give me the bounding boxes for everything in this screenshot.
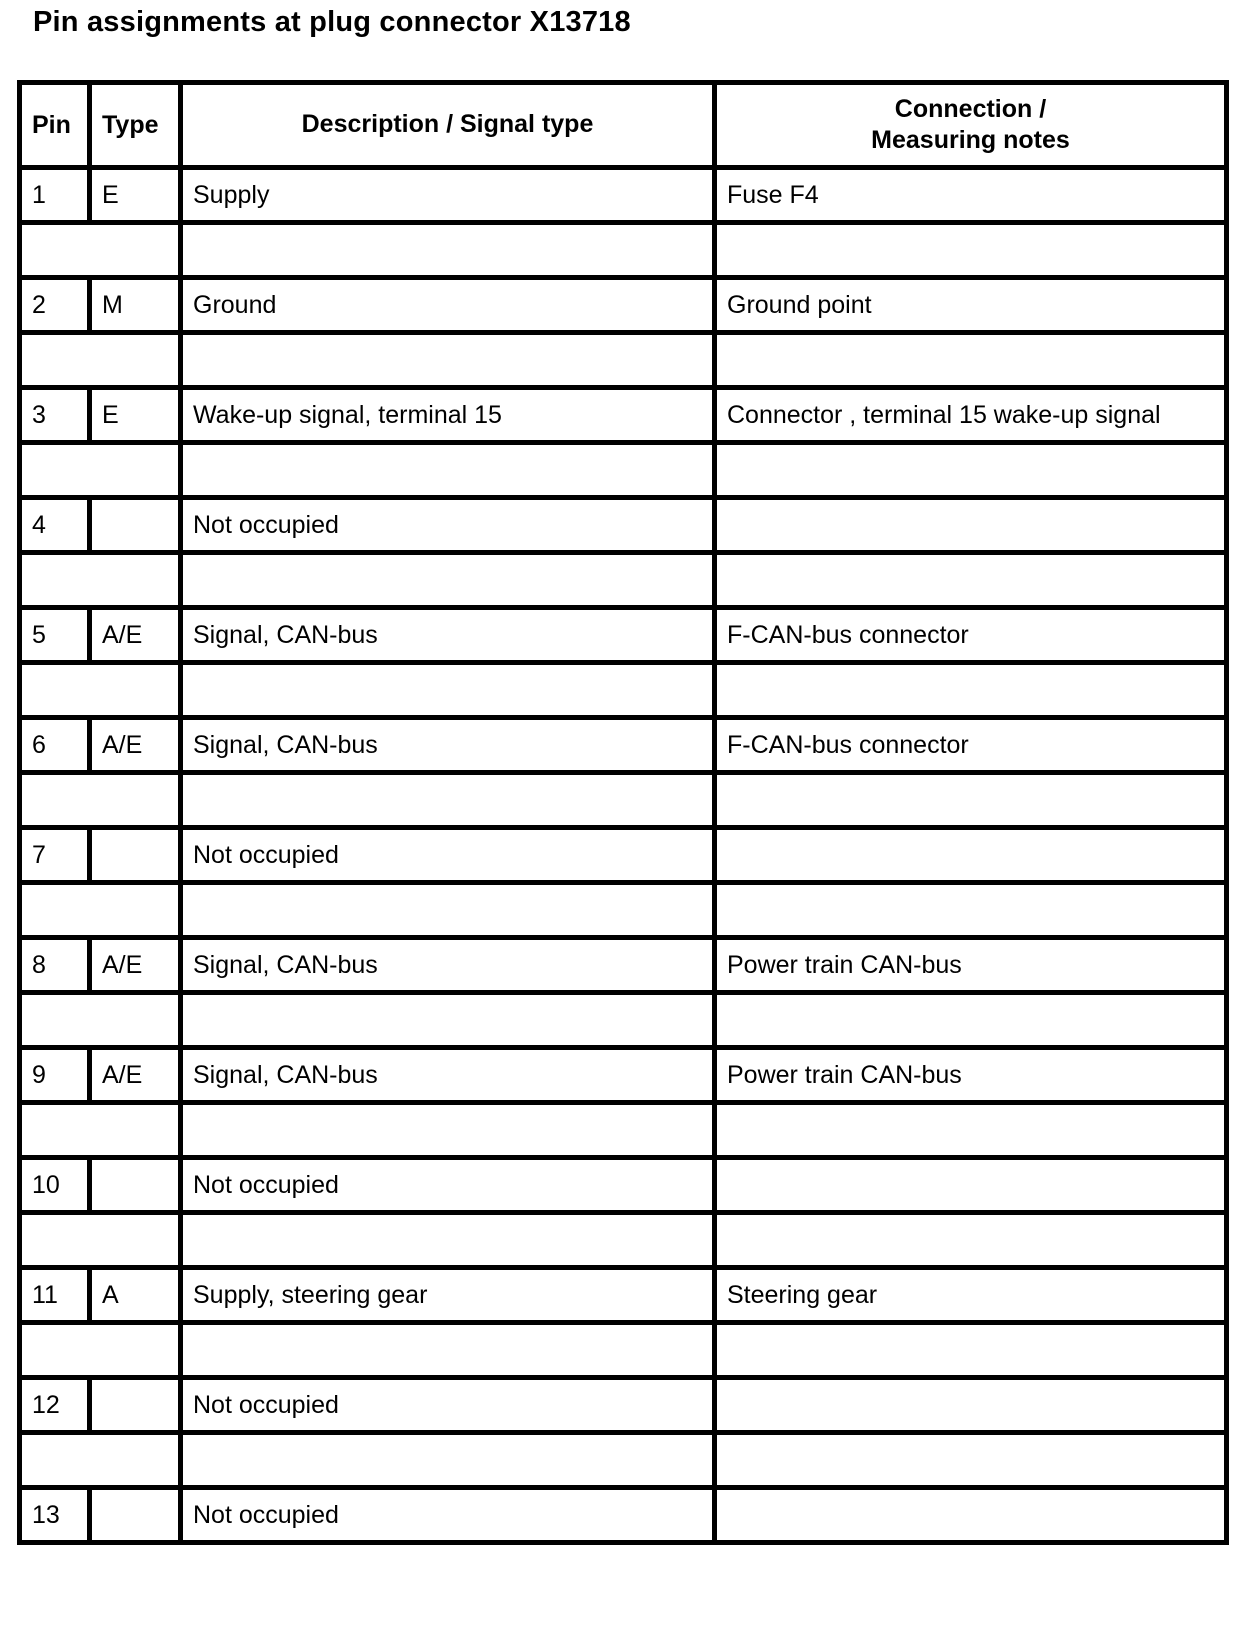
spacer-cell-description xyxy=(181,333,715,388)
cell-connection: F-CAN-bus connector xyxy=(715,718,1227,773)
table-row xyxy=(20,1048,1227,1103)
spacer-cell-description xyxy=(181,1323,715,1378)
spacer-cell-description xyxy=(181,1103,715,1158)
cell-description: Signal, CAN-bus xyxy=(181,1048,715,1103)
cell-connection: Ground point xyxy=(715,278,1227,333)
spacer-row xyxy=(20,883,1227,938)
cell-connection xyxy=(715,498,1227,553)
spacer-row xyxy=(20,663,1227,718)
header-type: Type xyxy=(90,83,181,168)
cell-type xyxy=(90,1488,181,1543)
table-header-row xyxy=(20,83,1227,168)
cell-connection xyxy=(715,1378,1227,1433)
cell-description: Wake-up signal, terminal 15 xyxy=(181,388,715,443)
spacer-cell-description xyxy=(181,1213,715,1268)
cell-pin: 4 xyxy=(20,498,90,553)
cell-type: M xyxy=(90,278,181,333)
spacer-cell-connection xyxy=(715,663,1227,718)
spacer-cell-description xyxy=(181,223,715,278)
cell-connection: Connector , terminal 15 wake-up signal xyxy=(715,388,1227,443)
table-body xyxy=(20,168,1227,1543)
table-row xyxy=(20,168,1227,223)
table-row xyxy=(20,278,1227,333)
table-row xyxy=(20,1268,1227,1323)
spacer-cell-pin-type xyxy=(20,1323,181,1378)
cell-type: A/E xyxy=(90,1048,181,1103)
cell-pin: 13 xyxy=(20,1488,90,1543)
spacer-cell-pin-type xyxy=(20,663,181,718)
cell-connection: F-CAN-bus connector xyxy=(715,608,1227,663)
spacer-cell-connection xyxy=(715,1213,1227,1268)
cell-description: Not occupied xyxy=(181,828,715,883)
spacer-cell-connection xyxy=(715,443,1227,498)
spacer-cell-description xyxy=(181,1433,715,1488)
table-row xyxy=(20,718,1227,773)
spacer-row xyxy=(20,1433,1227,1488)
cell-pin: 7 xyxy=(20,828,90,883)
cell-pin: 6 xyxy=(20,718,90,773)
cell-pin: 8 xyxy=(20,938,90,993)
header-connection xyxy=(715,83,1227,168)
table-row xyxy=(20,498,1227,553)
cell-type: A/E xyxy=(90,608,181,663)
spacer-cell-connection xyxy=(715,773,1227,828)
cell-type: E xyxy=(90,168,181,223)
table-row xyxy=(20,608,1227,663)
cell-type xyxy=(90,828,181,883)
page-title: Pin assignments at plug connector X13718 xyxy=(33,6,631,38)
cell-pin: 10 xyxy=(20,1158,90,1213)
cell-connection xyxy=(715,828,1227,883)
spacer-cell-connection xyxy=(715,333,1227,388)
spacer-cell-pin-type xyxy=(20,993,181,1048)
cell-pin: 5 xyxy=(20,608,90,663)
spacer-cell-description xyxy=(181,773,715,828)
spacer-row xyxy=(20,993,1227,1048)
spacer-cell-description xyxy=(181,993,715,1048)
spacer-cell-connection xyxy=(715,223,1227,278)
spacer-cell-connection xyxy=(715,553,1227,608)
table-row xyxy=(20,1158,1227,1213)
cell-type: A/E xyxy=(90,718,181,773)
cell-type: A xyxy=(90,1268,181,1323)
spacer-cell-connection xyxy=(715,1103,1227,1158)
cell-pin: 12 xyxy=(20,1378,90,1433)
cell-description: Signal, CAN-bus xyxy=(181,718,715,773)
cell-connection xyxy=(715,1158,1227,1213)
table-row xyxy=(20,1378,1227,1433)
spacer-row xyxy=(20,443,1227,498)
pin-assignment-table xyxy=(17,80,1229,1545)
spacer-cell-description xyxy=(181,553,715,608)
spacer-cell-pin-type xyxy=(20,1103,181,1158)
spacer-row xyxy=(20,1103,1227,1158)
header-description: Description / Signal type xyxy=(181,83,715,168)
cell-type xyxy=(90,498,181,553)
spacer-cell-pin-type xyxy=(20,883,181,938)
spacer-row xyxy=(20,773,1227,828)
cell-type: E xyxy=(90,388,181,443)
spacer-cell-pin-type xyxy=(20,773,181,828)
spacer-cell-pin-type xyxy=(20,1213,181,1268)
cell-pin: 2 xyxy=(20,278,90,333)
spacer-cell-connection xyxy=(715,1323,1227,1378)
spacer-row xyxy=(20,223,1227,278)
spacer-row xyxy=(20,553,1227,608)
cell-pin: 3 xyxy=(20,388,90,443)
cell-type xyxy=(90,1158,181,1213)
spacer-cell-connection xyxy=(715,993,1227,1048)
cell-description: Ground xyxy=(181,278,715,333)
table-row xyxy=(20,938,1227,993)
cell-type: A/E xyxy=(90,938,181,993)
cell-connection: Fuse F4 xyxy=(715,168,1227,223)
spacer-cell-connection xyxy=(715,1433,1227,1488)
header-connection-line2: Measuring notes xyxy=(871,126,1070,154)
spacer-cell-pin-type xyxy=(20,1433,181,1488)
cell-description: Not occupied xyxy=(181,1488,715,1543)
cell-description: Signal, CAN-bus xyxy=(181,608,715,663)
cell-connection: Power train CAN-bus xyxy=(715,1048,1227,1103)
spacer-cell-connection xyxy=(715,883,1227,938)
spacer-cell-pin-type xyxy=(20,223,181,278)
spacer-cell-description xyxy=(181,443,715,498)
spacer-cell-pin-type xyxy=(20,333,181,388)
table-row xyxy=(20,388,1227,443)
cell-connection xyxy=(715,1488,1227,1543)
cell-description: Supply, steering gear xyxy=(181,1268,715,1323)
cell-pin: 11 xyxy=(20,1268,90,1323)
spacer-cell-description xyxy=(181,663,715,718)
cell-pin: 1 xyxy=(20,168,90,223)
cell-connection: Power train CAN-bus xyxy=(715,938,1227,993)
cell-pin: 9 xyxy=(20,1048,90,1103)
cell-type xyxy=(90,1378,181,1433)
cell-connection: Steering gear xyxy=(715,1268,1227,1323)
table-row xyxy=(20,1488,1227,1543)
cell-description: Signal, CAN-bus xyxy=(181,938,715,993)
cell-description: Not occupied xyxy=(181,1378,715,1433)
table-row xyxy=(20,828,1227,883)
cell-description: Supply xyxy=(181,168,715,223)
spacer-cell-description xyxy=(181,883,715,938)
spacer-cell-pin-type xyxy=(20,443,181,498)
spacer-row xyxy=(20,1323,1227,1378)
header-pin: Pin xyxy=(20,83,90,168)
spacer-cell-pin-type xyxy=(20,553,181,608)
spacer-row xyxy=(20,333,1227,388)
cell-description: Not occupied xyxy=(181,498,715,553)
cell-description: Not occupied xyxy=(181,1158,715,1213)
header-connection-line1: Connection / xyxy=(894,94,1047,123)
spacer-row xyxy=(20,1213,1227,1268)
